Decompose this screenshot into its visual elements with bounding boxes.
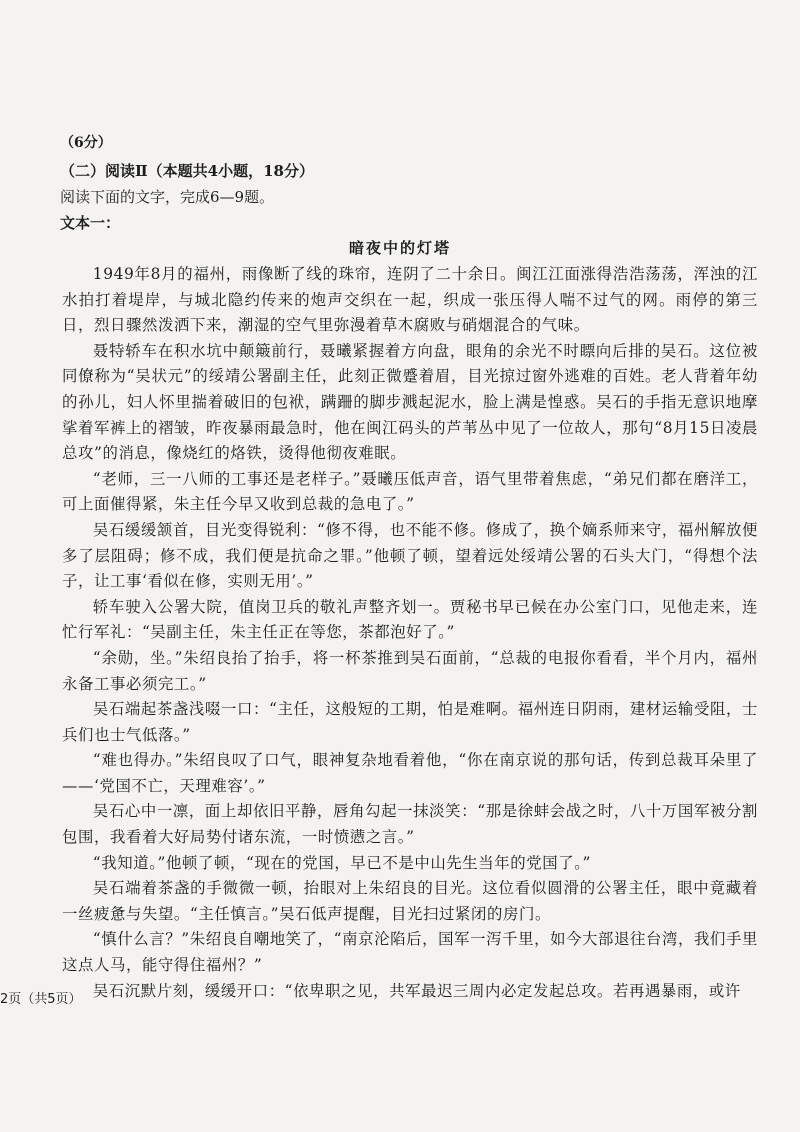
paragraph: “余勋，坐。”朱绍良抬了抬手，将一杯茶推到吴石面前，“总裁的电报你看看，半个月内，福州永备工事必须完工。” (62, 648, 758, 693)
paragraph: “慎什么言？”朱绍良自嘲地笑了，“南京沦陷后，国军一泻千里，如今大部退往台湾，我们手里这点人马，能守得住福州？” (62, 930, 758, 975)
paragraph: 吴石端着茶盏的手微微一顿，抬眼对上朱绍良的目光。这位看似圆滑的公署主任，眼中竟藏着一丝疲惫与失望。“主任慎言。”吴石低声提醒，目光扫过紧闭的房门。 (62, 879, 758, 923)
paragraph: 吴石心中一凛，面上却依旧平静，唇角勾起一抹淡笑：“那是徐蚌会战之时，八十万国军被分割包围，我看着大好局势付诸东流，一时愤懑之言。” (62, 802, 758, 847)
text-label: 文本一： (60, 214, 121, 232)
page-number: 2页（共5页） (0, 992, 82, 1007)
article-title: 暗夜中的灯塔 (348, 239, 451, 257)
paragraph: “难也得办。”朱绍良叹了口气，眼神复杂地看着他，“你在南京说的那句话，传到总裁耳朵里了——‘党国不亡，天理难容’。” (62, 751, 758, 795)
paragraph: “我知道。”他顿了顿，“现在的党国，早已不是中山先生当年的党国了。” (92, 853, 591, 872)
paragraph: 聂特轿车在积水坑中颠簸前行，聂曦紧握着方向盘，眼角的余光不时瞟向后排的吴石。这位被同僚称为“吴状元”的绥靖公署副主任，此刻正微蹙着眉，目光掠过窗外逃难的百姓。老人背着年幼的孙儿，妇人怀里揣着破旧的包袱，蹒跚的脚步溅起泥水，脸上满是惶惑。吴石的手指无意识地摩挲着军裤上的褶皱，昨夜暴雨最急时，他在闽江码头的芦苇丛中见了一位故人，那句“8月15日凌晨总攻”的消息，像烧红的烙铁，烫得他彻夜难眠。 (62, 341, 758, 463)
score-note: （6分） (60, 135, 112, 151)
section-heading: （二）阅读Ⅱ（本题共4小题，18分） (60, 162, 314, 180)
article-body (62, 262, 758, 1004)
paragraph: “老师，三一八师的工事还是老样子。”聂曦压低声音，语气里带着焦虑，“弟兄们都在磨洋工，可上面催得紧，朱主任今早又收到总裁的急电了。” (62, 469, 758, 514)
paragraph: 轿车驶入公署大院，值岗卫兵的敬礼声整齐划一。贾秘书早已候在办公室门口，见他走来，连忙行军礼：“吴副主任，朱主任正在等您，茶都泡好了。” (62, 597, 758, 642)
paragraph: 1949年8月的福州，雨像断了线的珠帘，连阴了二十余日。闽江江面涨得浩浩荡荡，浑浊的江水拍打着堤岸，与城北隐约传来的炮声交织在一起，织成一张压得人喘不过气的网。雨停的第三日，烈日骤然泼洒下来，潮湿的空气里弥漫着草木腐败与硝烟混合的气味。 (62, 265, 758, 335)
paragraph: 吴石沉默片刻，缓缓开口：“依卑职之见，共军最迟三周内必定发起总攻。若再遇暴雨，或许 (92, 981, 741, 1000)
reading-instruction: 阅读下面的文字，完成6—9题。 (60, 188, 275, 206)
paragraph: 吴石端起茶盏浅啜一口：“主任，这般短的工期，怕是难啊。福州连日阴雨，建材运输受阻，士兵们也士气低落。” (62, 700, 758, 744)
paragraph: 吴石缓缓颔首，目光变得锐利：“修不得，也不能不修。修成了，换个嫡系师来守，福州解放便多了层阻碍；修不成，我们便是抗命之罪。”他顿了顿，望着远处绥靖公署的石头大门，“得想个法子，让工事‘看似在修，实则无用’。” (62, 520, 758, 591)
